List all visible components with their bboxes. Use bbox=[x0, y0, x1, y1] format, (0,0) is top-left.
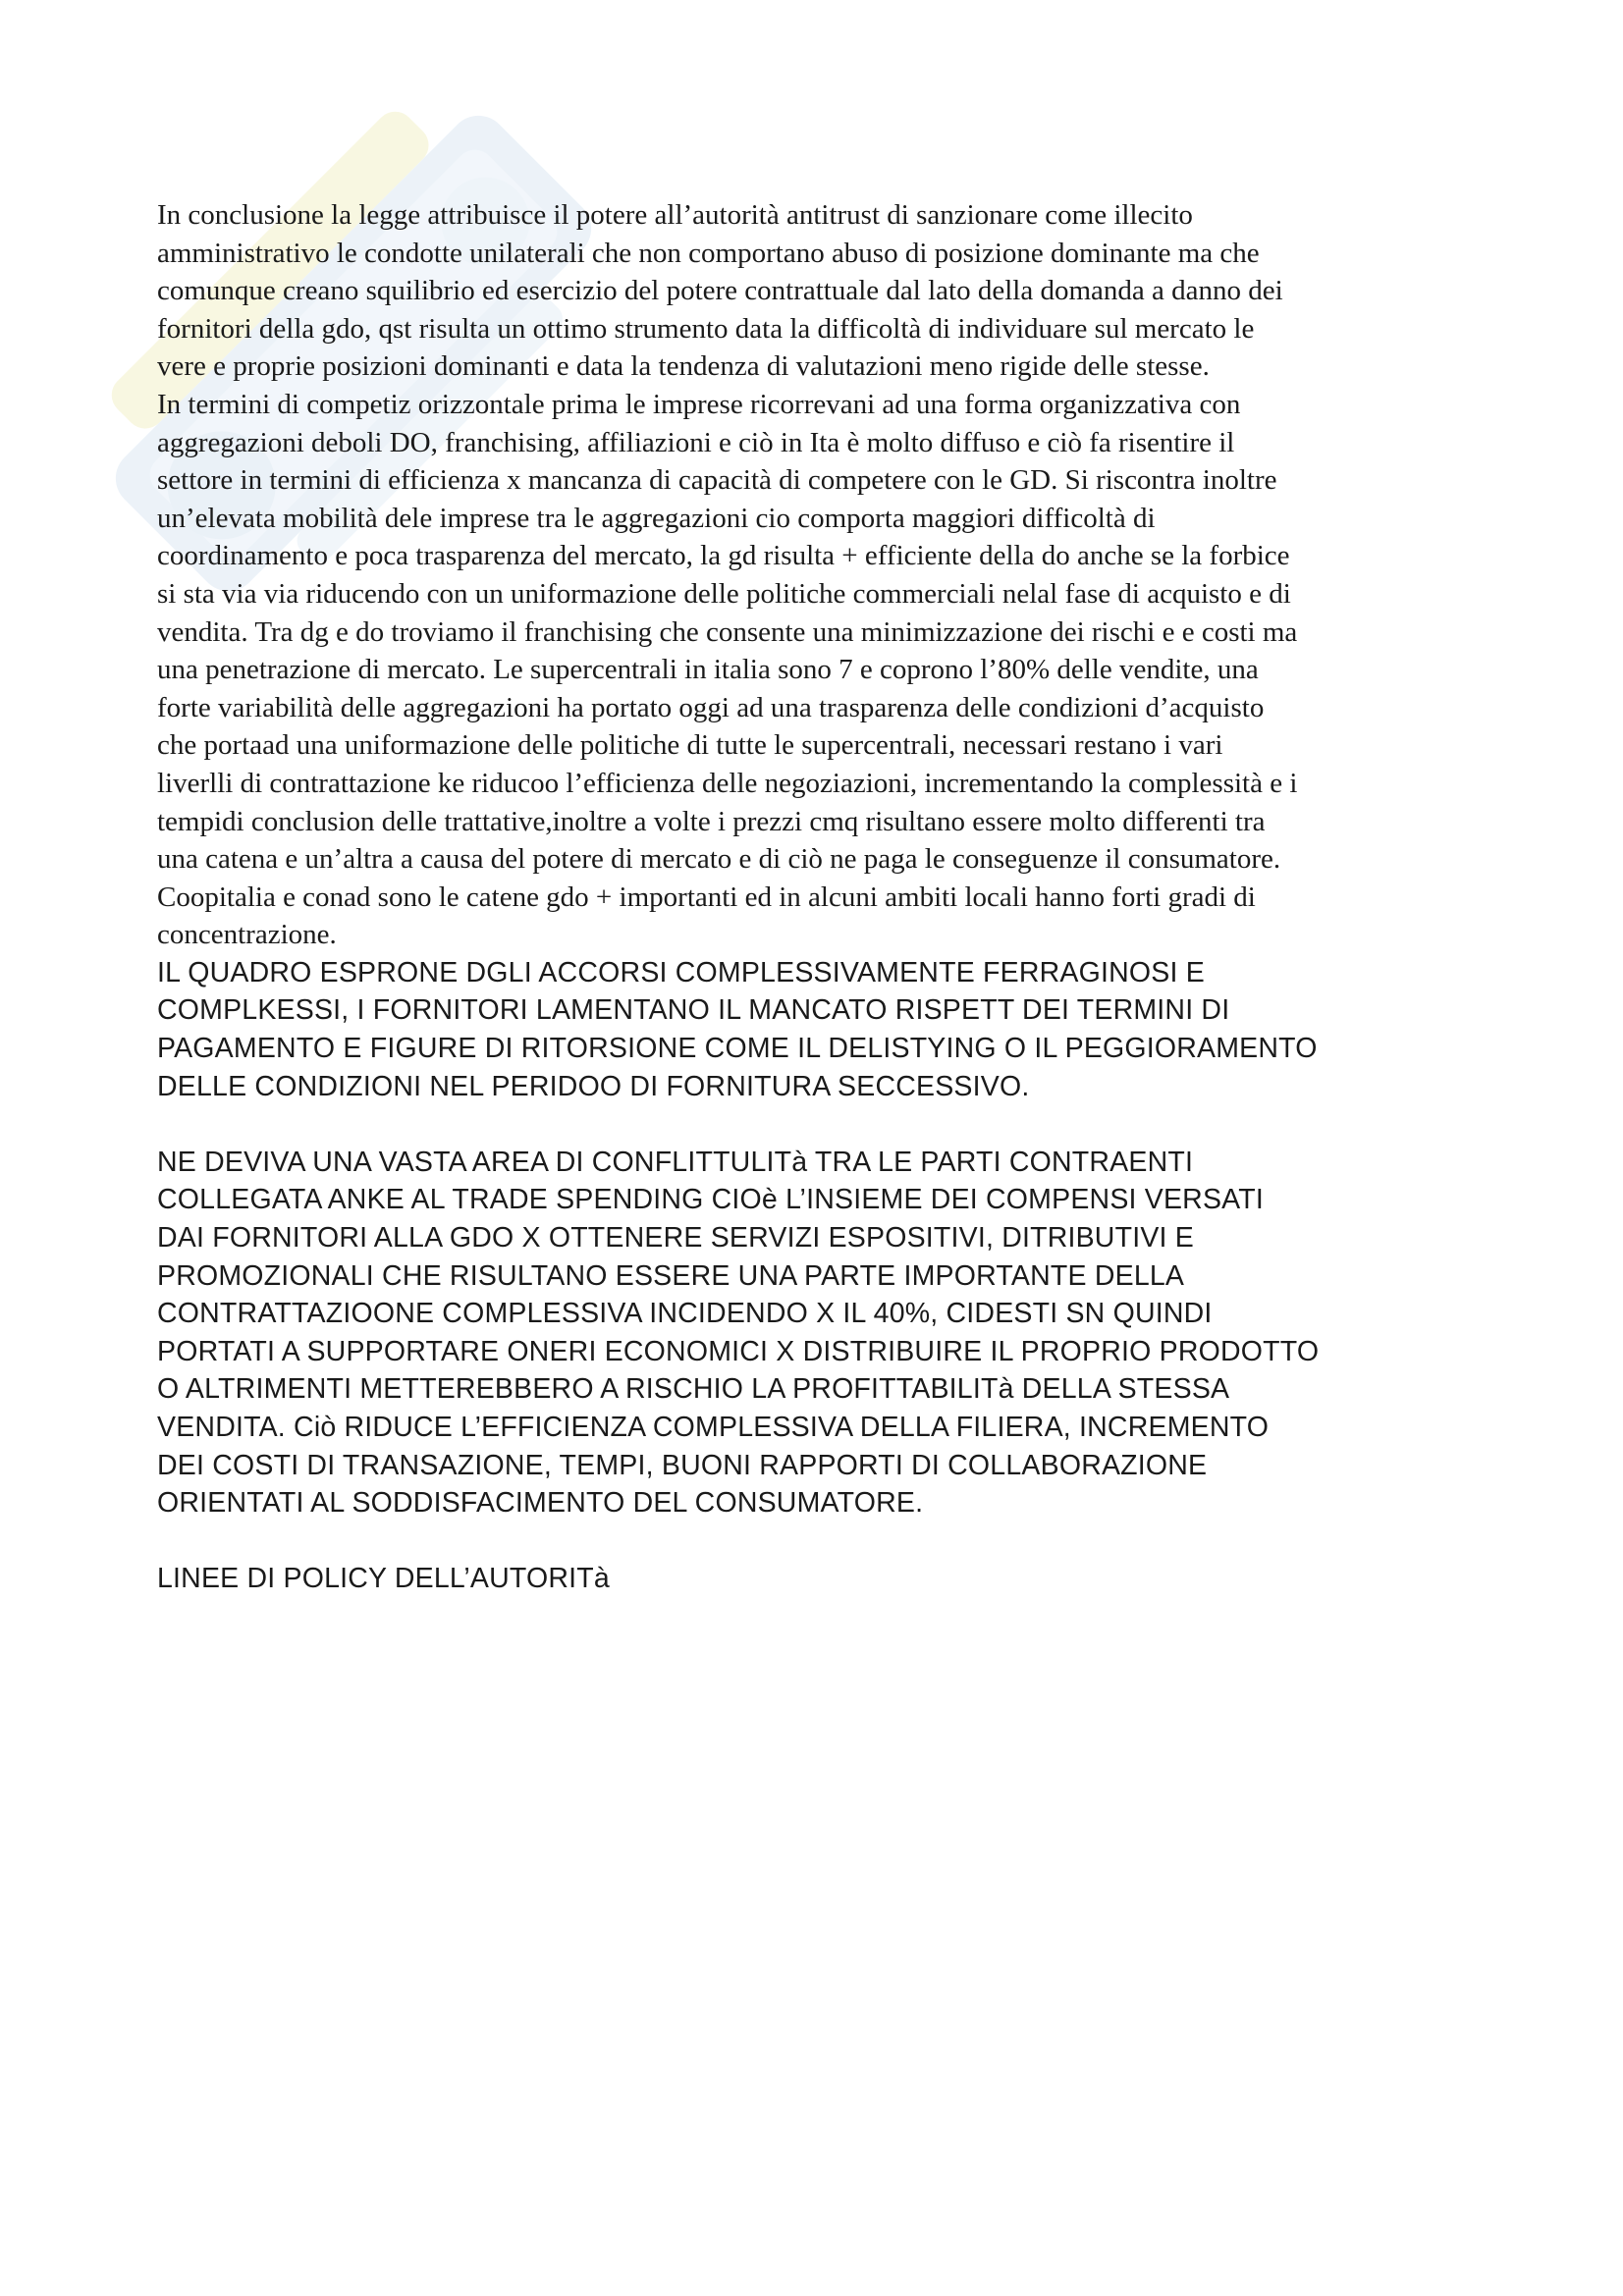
paragraph-competizione-orizzontale: In termini di competiz orizzontale prima le imprese ricorrevani ad una forma organizzativa con aggregazioni deboli DO, franchising, affiliazioni e ciò in Ita è molto diffuso e ciò fa risentire il settore in termini di efficienza x mancanza di capacità di competere con le GD. Si riscontra inoltre un’elevata mobilità dele imprese tra le aggregazioni cio comporta maggiori difficoltà di coordinamento e poca trasparenza del mercato, la gd risulta + efficiente della do anche se la forbice si sta via via riducendo con un uniformazione delle politiche commerciali nelal fase di acquisto e di vendita. Tra dg e do troviamo il franchising che consente una minimizzazione dei rischi e e costi ma una penetrazione di mercato. Le supercentrali in italia sono 7 e coprono l’80% delle vendite, una forte variabilità delle aggregazioni ha portato oggi ad una trasparenza delle condizioni d’acquisto che portaad una uniformazione delle politiche di tutte le supercentrali, necessari restano i vari liverlli di contrattazione ke riducoo l’efficienza delle negoziazioni, incrementando la complessità e i tempidi conclusion delle trattative,inoltre a volte i prezzi cmq risultano essere molto differenti tra una catena e un’altra a causa del potere di mercato e di ciò ne paga le conseguenze il consumatore. Coopitalia e conad sono le catene gdo + importanti ed in alcuni ambiti locali hanno forti gradi di concentrazione. bbox=[157, 388, 1298, 951]
document-body bbox=[157, 196, 1492, 1598]
paragraph-conflittualita: NE DEVIVA UNA VASTA AREA DI CONFLITTULITà TRA LE PARTI CONTRAENTI COLLEGATA ANKE AL TRADE SPENDING CIOè L’INSIEME DEI COMPENSI VERSATI DAI FORNITORI ALLA GDO X OTTENERE SERVIZI ESPOSITIVI, DITRIBUTIVI E PROMOZIONALI CHE RISULTANO ESSERE UNA PARTE IMPORTANTE DELLA CONTRATTAZIOONE COMPLESSIVA INCIDENDO X IL 40%, CIDESTI SN QUINDI PORTATI A SUPPORTARE ONERI ECONOMICI X DISTRIBUIRE IL PROPRIO PRODOTTO O ALTRIMENTI METTEREBBERO A RISCHIO LA PROFITTABILITà DELLA STESSA VENDITA. Ciò RIDUCE L’EFFICIENZA COMPLESSIVA DELLA FILIERA, INCREMENTO DEI COSTI DI TRANSAZIONE, TEMPI, BUONI RAPPORTI DI COLLABORAZIONE ORIENTATI AL SODDISFACIMENTO DEL CONSUMATORE. bbox=[157, 1146, 1320, 1520]
paragraph-spacer bbox=[157, 1105, 1492, 1144]
section-heading-linee-policy: LINEE DI POLICY DELL’AUTORITà bbox=[157, 1563, 610, 1595]
paragraph-spacer bbox=[157, 1522, 1492, 1561]
paragraph-quadro-accordi: IL QUADRO ESPRONE DGLI ACCORSI COMPLESSIVAMENTE FERRAGINOSI E COMPLKESSI, I FORNITORI LAMENTANO IL MANCATO RISPETT DEI TERMINI DI PAGAMENTO E FIGURE DI RITORSIONE COME IL DELISTYING O IL PEGGIORAMENTO DELLE CONDIZIONI NEL PERIDOO DI FORNITURA SECCESSIVO. bbox=[157, 956, 1318, 1102]
paragraph-conclusione: In conclusione la legge attribuisce il potere all’autorità antitrust di sanzionare come illecito amministrativo le condotte unilaterali che non comportano abuso di posizione dominante ma che comunque creano squilibrio ed esercizio del potere contrattuale dal lato della domanda a danno dei fornitori della gdo, qst risulta un ottimo strumento data la difficoltà di individuare sul mercato le vere e proprie posizioni dominanti e data la tendenza di valutazioni meno rigide delle stesse. bbox=[157, 199, 1283, 383]
